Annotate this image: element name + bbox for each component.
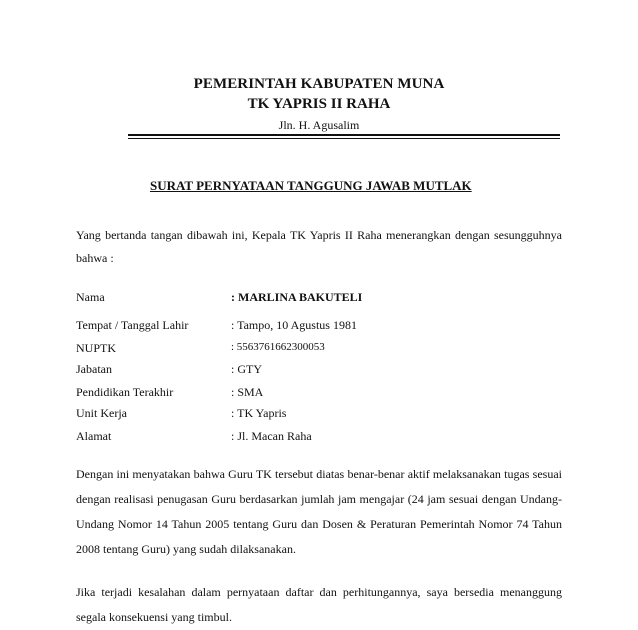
- field-label: NUPTK: [76, 341, 117, 355]
- document-title: SURAT PERNYATAAN TANGGUNG JAWAB MUTLAK: [150, 178, 472, 193]
- field-label: Tempat / Tanggal Lahir: [76, 318, 189, 332]
- field-value: : Jl. Macan Raha: [231, 429, 312, 443]
- field-value: : Tampo, 10 Agustus 1981: [231, 318, 357, 332]
- field-value: : SMA: [231, 385, 264, 399]
- field-label: Alamat: [76, 429, 112, 443]
- letterhead-government: PEMERINTAH KABUPATEN MUNA: [193, 76, 445, 92]
- field-label: Pendidikan Terakhir: [76, 385, 174, 399]
- intro-paragraph: Yang bertanda tangan dibawah ini, Kepala TK Yapris II Raha menerangkan dengan sesungguhnya bahwa :: [76, 228, 562, 265]
- field-label: Jabatan: [76, 362, 112, 376]
- field-label: Unit Kerja: [76, 406, 127, 420]
- letterhead-address: Jln. H. Agusalim: [278, 118, 360, 132]
- statement-paragraph: Dengan ini menyatakan bahwa Guru TK tersebut diatas benar-benar aktif melaksanakan tugas sesuai dengan realisasi penugasan Guru berdasarkan jumlah jam mengajar (24 jam sesuai dengan Undang-Undang Nomor 14 Tahun 2005 tentang Guru dan Dosen & Peraturan Pemerintah Nomor 74 Tahun 2008 tentang Guru) yang sudah dilaksanakan.: [76, 467, 562, 556]
- field-value: : MARLINA BAKUTELI: [231, 290, 363, 304]
- liability-paragraph: Jika terjadi kesalahan dalam pernyataan daftar dan perhitungannya, saya bersedia menanggung segala konsekuensi yang timbul.: [76, 585, 562, 624]
- field-label: Nama: [76, 290, 105, 304]
- letterhead-divider-thin: [128, 138, 560, 139]
- letterhead-divider-thick: [128, 134, 560, 136]
- letterhead-school: TK YAPRIS II RAHA: [247, 96, 391, 112]
- field-value: : 5563761662300053: [231, 341, 325, 353]
- field-value: : TK Yapris: [231, 406, 287, 420]
- field-value: : GTY: [231, 362, 262, 376]
